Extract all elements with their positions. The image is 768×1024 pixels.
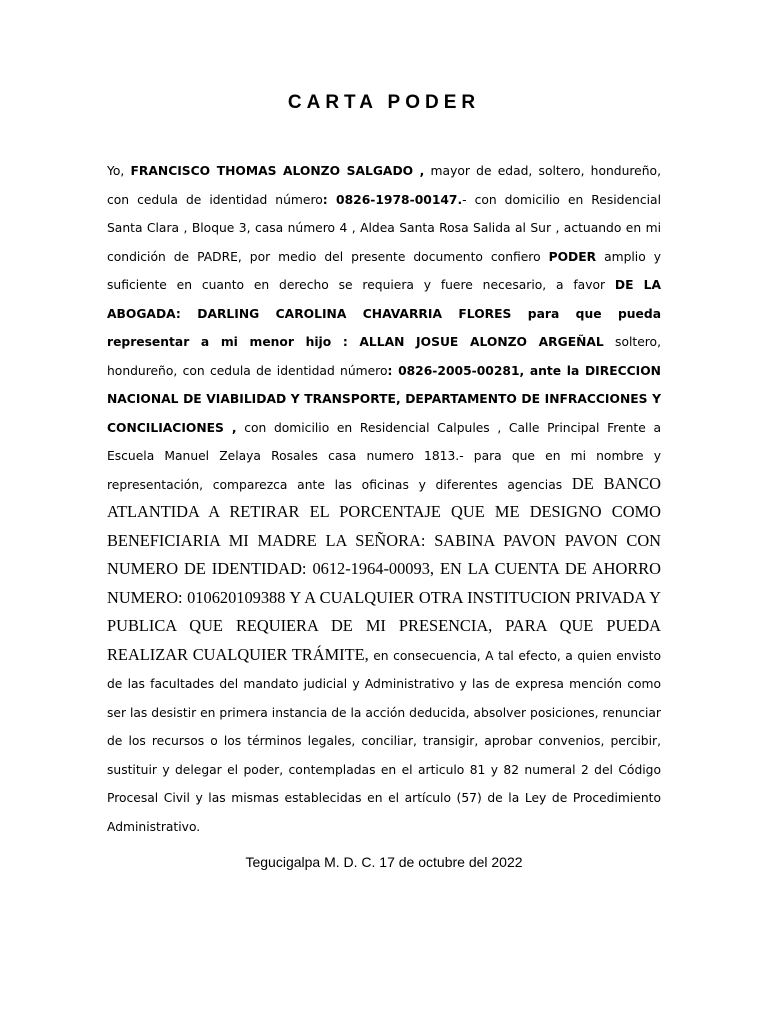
grantor-name: FRANCISCO THOMAS ALONZO SALGADO ,	[130, 164, 425, 178]
text-run: soltero, hondureño, con cedula de identidad número	[107, 335, 661, 378]
bank-instruction-block: DE BANCO ATLANTIDA A RETIRAR EL PORCENTAJE QUE ME DESIGNO COMO BENEFICIARIA MI MADRE LA SEÑORA: SABINA PAVON PAVON CON NUMERO DE IDENTIDAD: 0612-1964-00093, EN LA CUENTA DE AHORRO NUMERO: 010620109388 Y A CUALQUIER OTRA INSTITUCION PRIVADA Y PUBLICA QUE REQUIERA DE MI PRESENCIA, PARA QUE PUEDA REALIZAR CUALQUIER TRÁMITE,	[107, 473, 662, 664]
text-run: - con domicilio en Residencial Santa Clara , Bloque 3, casa número 4 , Aldea Santa Rosa Salida al Sur , actuando en mi condición de PADRE, por medio del presente documento confiero	[107, 192, 661, 264]
document-title: CARTA PODER	[287, 92, 481, 113]
text-run: con domicilio en Residencial Calpules , Calle Principal Frente a Escuela Manuel Zelaya Rosales casa numero 1813.- para que en mi nombre y representación, comparezca ante las oficinas y diferentes agencias	[107, 420, 661, 492]
text-run: Yo,	[107, 164, 131, 178]
text-run: mayor de edad, soltero, hondureño, con cedula de identidad número	[107, 164, 661, 207]
document-body-paragraph	[107, 157, 661, 841]
minor-id-and-institution: : 0826-2005-00281, ante la DIRECCION NACIONAL DE VIABILIDAD Y TRANSPORTE, DEPARTAMENTO DE INFRACCIONES Y CONCILIACIONES ,	[107, 363, 661, 435]
text-run: amplio y suficiente en cuanto en derecho se requiera y fuere necesario, a favor	[107, 249, 661, 292]
poder-keyword: PODER	[548, 249, 597, 264]
text-run: en consecuencia, A tal efecto, a quien envisto de las facultades del mandato judicial y Administrativo y las de expresa mención como ser las desistir en primera instancia de la acción deducida, absolver posiciones, renunciar de los recursos o los términos legales, conciliar, transigir, aprobar convenios, percibir, sustituir y delegar el poder, contempladas en el articulo 81 y 82 numeral 2 del Código Procesal Civil y las mismas establecidas en el artículo (57) de la Ley de Procedimiento Administrativo.	[107, 648, 661, 834]
attorney-and-minor-names: DE LA ABOGADA: DARLING CAROLINA CHAVARRIA FLORES para que pueda representar a mi menor hijo : ALLAN JOSUE ALONZO ARGEÑAL	[107, 278, 661, 349]
place-and-date: Tegucigalpa M. D. C. 17 de octubre del 2022	[245, 854, 523, 870]
grantor-id-number: : 0826-1978-00147.	[322, 192, 463, 207]
